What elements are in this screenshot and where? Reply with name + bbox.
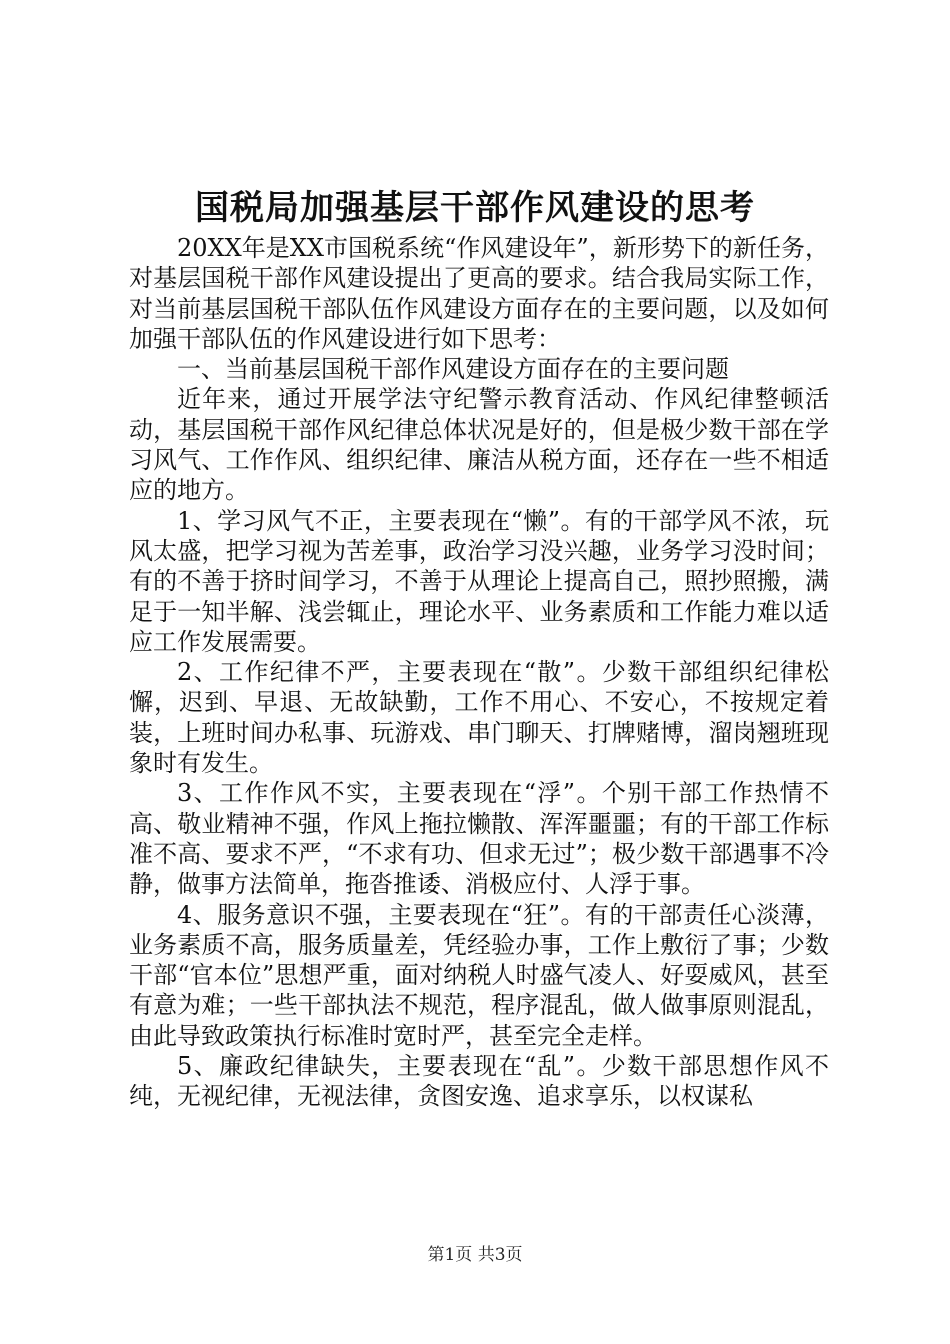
paragraph-overview: 近年来，通过开展学法守纪警示教育活动、作风纪律整顿活动，基层国税干部作风纪律总体状况是好的，但是极少数干部在学习风气、工作作风、组织纪律、廉洁从税方面，还存在一些不相适应的地方。 (129, 385, 829, 505)
paragraph-item-1: 1、学习风气不正，主要表现在“懒”。有的干部学风不浓，玩风太盛，把学习视为苦差事，政治学习没兴趣，业务学习没时间；有的不善于挤时间学习，不善于从理论上提高自己，照抄照搬，满足于一知半解、浅尝辄止，理论水平、业务素质和工作能力难以适应工作发展需要。 (129, 506, 829, 656)
document-body (129, 233, 829, 1112)
document-title: 国税局加强基层干部作风建设的思考 (195, 188, 755, 228)
paragraph-item-4: 4、服务意识不强，主要表现在“狂”。有的干部责任心淡薄，业务素质不高，服务质量差，凭经验办事，工作上敷衍了事；少数干部“官本位”思想严重，面对纳税人时盛气凌人、好耍威风，甚至有意为难；一些干部执法不规范，程序混乱，做人做事原则混乱，由此导致政策执行标准时宽时严，甚至完全走样。 (129, 900, 829, 1050)
paragraph-item-5: 5、廉政纪律缺失，主要表现在“乱”。少数干部思想作风不纯，无视纪律，无视法律，贪图安逸、追求享乐，以权谋私 (129, 1052, 829, 1111)
paragraph-item-3: 3、工作作风不实，主要表现在“浮”。个别干部工作热情不高、敬业精神不强，作风上拖拉懒散、浑浑噩噩；有的干部工作标准不高、要求不严，“不求有功、但求无过”；极少数干部遇事不冷静，做事方法简单，拖沓推诿、消极应付、人浮于事。 (129, 779, 829, 899)
page-number-footer: 第1页 共3页 (427, 1245, 523, 1265)
section-heading-1: 一、当前基层国税干部作风建设方面存在的主要问题 (177, 355, 729, 384)
paragraph-intro: 20XX年是XX市国税系统“作风建设年”，新形势下的新任务，对基层国税干部作风建设提出了更高的要求。结合我局实际工作，对当前基层国税干部队伍作风建设方面存在的主要问题，以及如何加强干部队伍的作风建设进行如下思考： (129, 234, 829, 353)
paragraph-item-2: 2、工作纪律不严，主要表现在“散”。少数干部组织纪律松懈，迟到、早退、无故缺勤，工作不用心、不安心，不按规定着装，上班时间办私事、玩游戏、串门聊天、打牌赌博，溜岗翘班现象时有发生。 (129, 658, 829, 778)
